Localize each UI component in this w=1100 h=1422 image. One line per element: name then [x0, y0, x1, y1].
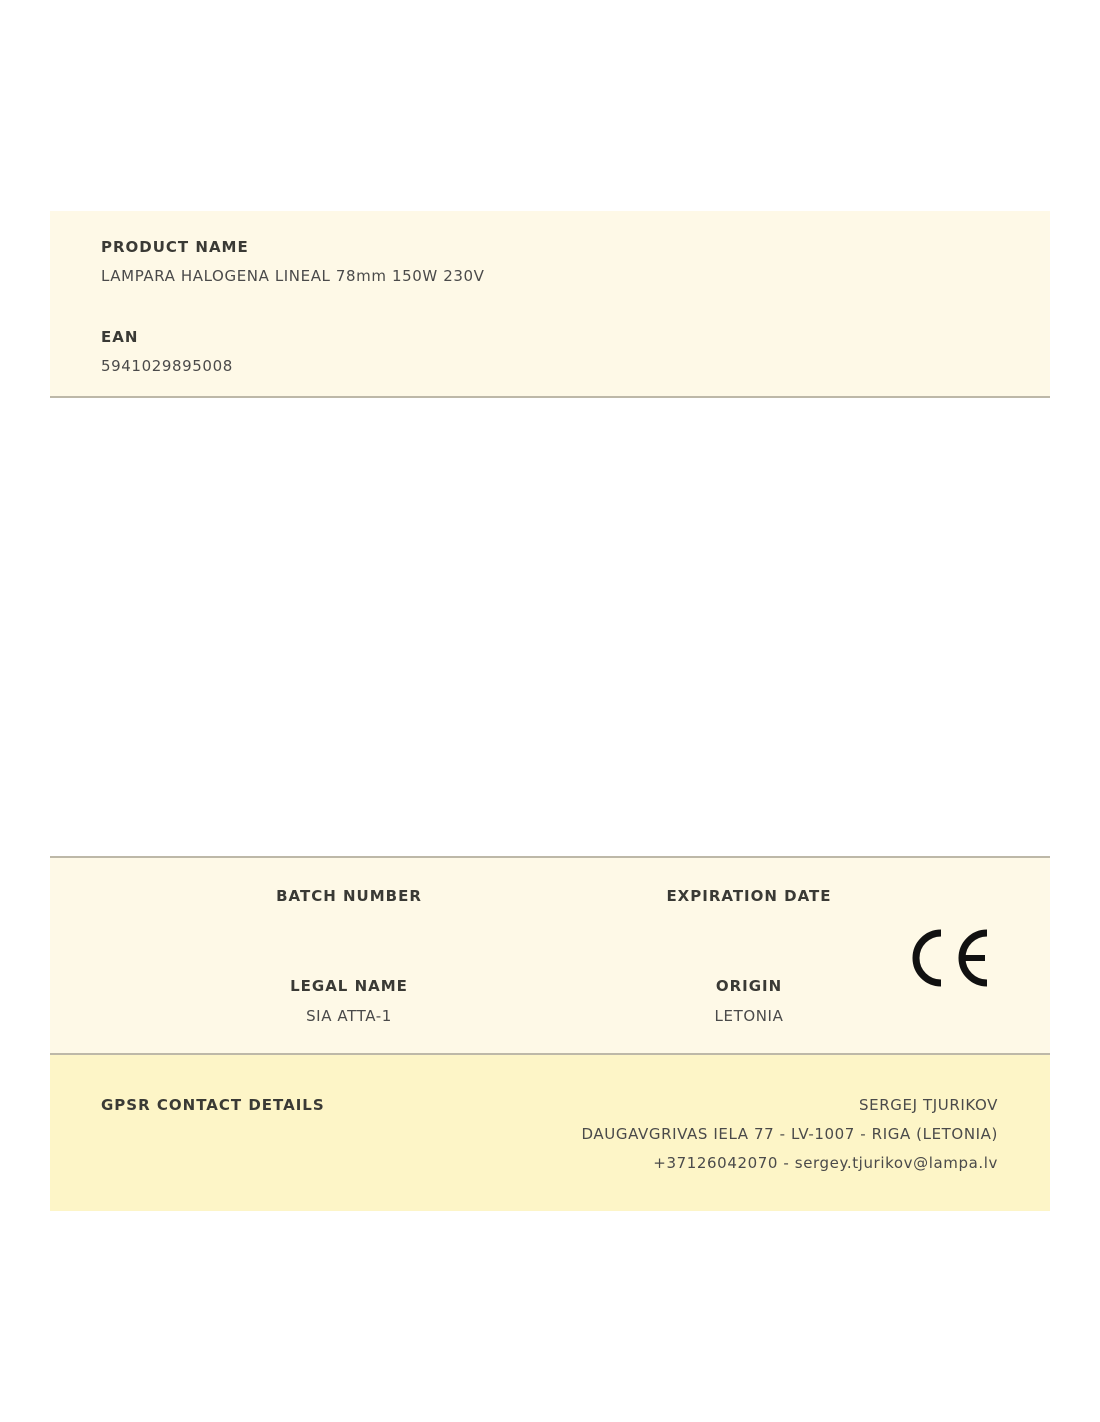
ean-label: EAN — [101, 328, 139, 346]
product-panel — [50, 211, 1050, 398]
origin-label: ORIGIN — [715, 977, 783, 995]
gpsr-contact-phone-email: +37126042070 - sergey.tjurikov@lampa.lv — [653, 1154, 998, 1172]
expiration-date-label: EXPIRATION DATE — [666, 887, 832, 905]
gpsr-contact-address: DAUGAVGRIVAS IELA 77 - LV-1007 - RIGA (LETONIA) — [581, 1125, 998, 1143]
batch-number-label: BATCH NUMBER — [276, 887, 422, 905]
legal-name-value: SIA ATTA-1 — [306, 1007, 392, 1025]
legal-name-field — [199, 976, 499, 1025]
gpsr-contact-name: SERGEJ TJURIKOV — [859, 1096, 998, 1114]
ean-value: 5941029895008 — [101, 357, 233, 375]
gpsr-contact-block — [582, 1096, 998, 1177]
product-name-value: LAMPARA HALOGENA LINEAL 78mm 150W 230V — [101, 267, 485, 285]
gpsr-contact-label: GPSR CONTACT DETAILS — [101, 1096, 325, 1114]
legal-name-label: LEGAL NAME — [290, 977, 408, 995]
ce-mark-icon — [907, 928, 991, 988]
gpsr-panel — [50, 1055, 1050, 1211]
details-panel — [50, 856, 1050, 1055]
origin-field — [599, 976, 899, 1025]
batch-number-field — [199, 886, 499, 917]
expiration-date-field — [599, 886, 899, 917]
origin-value: LETONIA — [714, 1007, 784, 1025]
product-name-label: PRODUCT NAME — [101, 238, 249, 256]
